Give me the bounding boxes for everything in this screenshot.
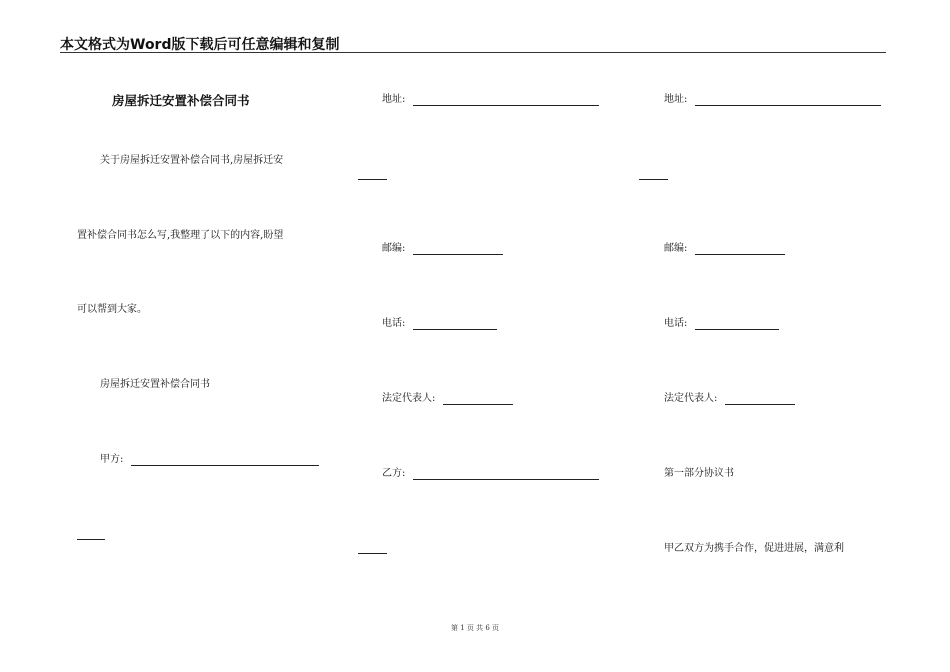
page-number: 第 1 页 共 6 页 xyxy=(450,624,500,632)
party-b-row xyxy=(382,468,599,480)
header-divider xyxy=(60,52,886,53)
col2-address-row xyxy=(382,94,599,106)
col3-postcode-label: 邮编: xyxy=(664,243,688,254)
col2-address-label: 地址: xyxy=(382,94,406,105)
party-a-row xyxy=(100,454,319,466)
col3-legal-rep-label: 法定代表人: xyxy=(664,393,718,404)
col2-postcode-blank xyxy=(413,244,503,255)
col2-legal-rep-blank xyxy=(443,394,513,405)
col3-phone-row xyxy=(664,318,779,330)
intro-line-3: 可以帮到大家。 xyxy=(77,304,147,315)
col3-phone-label: 电话: xyxy=(664,318,688,329)
intro-line-2: 置补偿合同书怎么写,我整理了以下的内容,盼望 xyxy=(77,230,284,241)
col2-address-blank-continuation xyxy=(358,179,387,180)
col2-postcode-row xyxy=(382,243,503,255)
col3-legal-rep-blank xyxy=(725,394,795,405)
col3-address-row xyxy=(664,94,881,106)
party-b-blank xyxy=(413,469,599,480)
col3-address-blank-continuation xyxy=(639,179,668,180)
section-body-line-1: 甲乙双方为携手合作，促进进展，满意利 xyxy=(664,543,844,554)
col3-address-blank xyxy=(695,95,881,106)
col3-postcode-blank xyxy=(695,244,785,255)
col2-phone-row xyxy=(382,318,497,330)
contract-subtitle: 房屋拆迁安置补偿合同书 xyxy=(100,379,210,390)
contract-title: 房屋拆迁安置补偿合同书 xyxy=(112,93,250,108)
col2-phone-blank xyxy=(413,319,497,330)
party-a-blank xyxy=(131,455,319,466)
col3-postcode-row xyxy=(664,243,785,255)
party-b-blank-continuation xyxy=(358,553,387,554)
col2-address-blank xyxy=(413,95,599,106)
col3-phone-blank xyxy=(695,319,779,330)
party-a-label: 甲方: xyxy=(100,454,124,465)
document-header: 本文格式为Word版下载后可任意编辑和复制 xyxy=(60,37,340,53)
intro-line-1: 关于房屋拆迁安置补偿合同书,房屋拆迁安 xyxy=(100,155,284,166)
col3-address-label: 地址: xyxy=(664,94,688,105)
party-a-blank-continuation xyxy=(77,539,105,540)
party-b-label: 乙方: xyxy=(382,468,406,479)
col2-postcode-label: 邮编: xyxy=(382,243,406,254)
col3-legal-rep-row xyxy=(664,393,795,405)
col2-legal-rep-row xyxy=(382,393,513,405)
col2-phone-label: 电话: xyxy=(382,318,406,329)
section-title: 第一部分协议书 xyxy=(664,468,734,479)
col2-legal-rep-label: 法定代表人: xyxy=(382,393,436,404)
